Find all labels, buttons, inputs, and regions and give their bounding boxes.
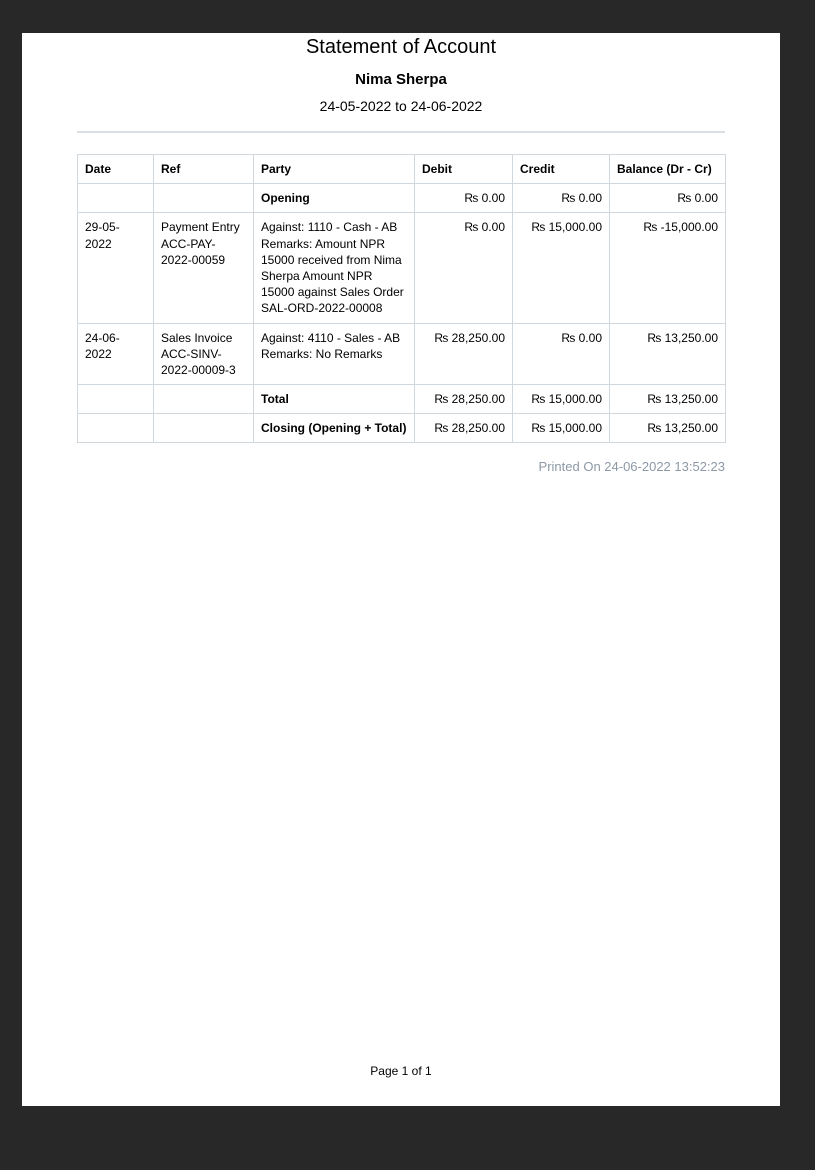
cell-debit: ₨ 28,250.00 [415,323,513,385]
canvas [0,33,815,1170]
table-row [78,184,726,213]
cell-party: Total [254,385,415,414]
document-title: Statement of Account [305,36,497,58]
cell-party: Against: 4110 - Sales - AB Remarks: No Remarks [254,323,415,385]
document-header [77,35,725,115]
cell-credit: ₨ 0.00 [513,184,610,213]
table-row [78,414,726,443]
cell-credit: ₨ 15,000.00 [513,414,610,443]
cell-ref [154,385,254,414]
cell-debit: ₨ 0.00 [415,184,513,213]
printed-on-timestamp: Printed On 24-06-2022 13:52:23 [538,459,725,475]
cell-debit: ₨ 0.00 [415,213,513,323]
column-header-debit: Debit [415,155,513,184]
cell-date: 29-05-2022 [78,213,154,323]
cell-party: Closing (Opening + Total) [254,414,415,443]
cell-ref [154,184,254,213]
statement-table-body [78,184,726,443]
cell-party: Against: 1110 - Cash - AB Remarks: Amount NPR 15000 received from Nima Sherpa Amount NPR 15000 against Sales Order SAL-ORD-2022-00008 [254,213,415,323]
cell-balance: ₨ 13,250.00 [610,414,726,443]
cell-date [78,385,154,414]
cell-balance: ₨ 0.00 [610,184,726,213]
cell-debit: ₨ 28,250.00 [415,414,513,443]
page-number: Page 1 of 1 [370,1064,432,1078]
cell-balance: ₨ 13,250.00 [610,323,726,385]
column-header-party: Party [254,155,415,184]
cell-date: 24-06-2022 [78,323,154,385]
cell-credit: ₨ 15,000.00 [513,385,610,414]
table-header-row [78,155,726,184]
customer-name: Nima Sherpa [355,71,447,88]
column-header-balance-dr-cr: Balance (Dr - Cr) [610,155,726,184]
cell-balance: ₨ 13,250.00 [610,385,726,414]
cell-date [78,414,154,443]
cell-credit: ₨ 15,000.00 [513,213,610,323]
cell-debit: ₨ 28,250.00 [415,385,513,414]
statement-table [77,154,726,443]
cell-party: Opening [254,184,415,213]
column-header-date: Date [78,155,154,184]
table-row [78,385,726,414]
cell-ref [154,414,254,443]
cell-date [78,184,154,213]
print-page [22,33,780,1106]
cell-ref: Payment Entry ACC-PAY-2022-00059 [154,213,254,323]
cell-credit: ₨ 0.00 [513,323,610,385]
column-header-ref: Ref [154,155,254,184]
cell-ref: Sales Invoice ACC-SINV-2022-00009-3 [154,323,254,385]
table-row [78,323,726,385]
statement-period: 24-05-2022 to 24-06-2022 [319,98,483,114]
column-header-credit: Credit [513,155,610,184]
header-divider [77,131,725,133]
table-row [78,213,726,323]
cell-balance: ₨ -15,000.00 [610,213,726,323]
